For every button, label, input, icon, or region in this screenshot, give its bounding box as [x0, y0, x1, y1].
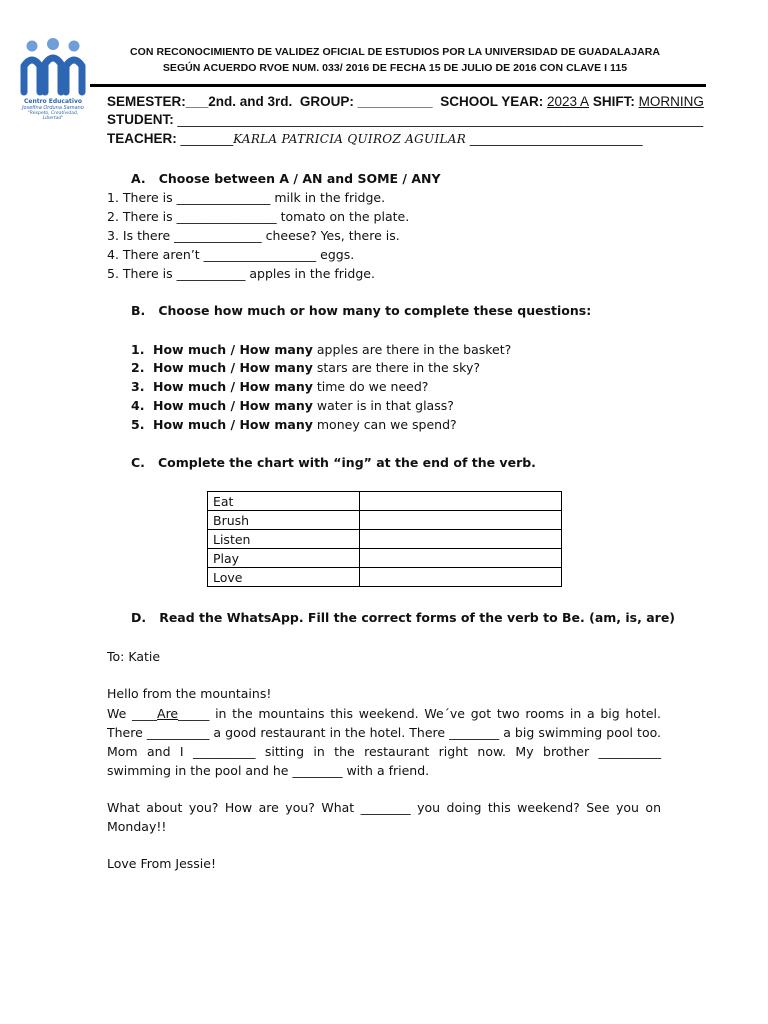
ing-answer-cell[interactable]: [360, 568, 562, 587]
example-answer: Are: [157, 706, 179, 721]
message-paragraph-2[interactable]: What about you? How are you? What ________ you doing this weekend? See you on Monday!!: [107, 800, 661, 834]
ing-answer-cell[interactable]: [360, 549, 562, 568]
table-row: [208, 492, 562, 511]
verb-cell: Love: [208, 568, 360, 587]
section-b-item[interactable]: 2. How much / How many stars are there in the sky?: [131, 360, 481, 375]
section-d-title: Read the WhatsApp. Fill the correct forms of the verb to Be. (am, is, are): [159, 610, 676, 625]
choice-text: How much / How many: [153, 360, 313, 375]
verb-chart: [207, 491, 562, 587]
people-logo-icon: [18, 36, 88, 96]
teacher-label: TEACHER:: [107, 131, 177, 146]
semester-value[interactable]: ___2nd. and 3rd.: [185, 94, 293, 109]
school-year-label: SCHOOL YEAR:: [440, 94, 544, 109]
section-b-heading: [131, 303, 591, 318]
message-greeting: Hello from the mountains!: [107, 686, 272, 701]
section-a-letter: A.: [131, 171, 146, 186]
section-a-title: Choose between A / AN and SOME / ANY: [158, 171, 441, 186]
semester-label: SEMESTER:: [107, 94, 186, 109]
section-b-title: Choose how much or how many to complete these questions:: [158, 303, 592, 318]
table-row: [208, 549, 562, 568]
section-a-item[interactable]: 4. There aren’t __________________ eggs.: [107, 247, 355, 262]
logo-name: Centro Educativo: [23, 98, 82, 105]
header-line-2: SEGÚN ACUERDO RVOE NUM. 033/ 2016 DE FECHA 15 DE JULIO DE 2016 CON CLAVE I 115: [162, 62, 628, 74]
ing-answer-cell[interactable]: [360, 530, 562, 549]
semester-line: [107, 94, 704, 109]
message-paragraph-1[interactable]: We ____Are_____ in the mountains this weekend. We´ve got two rooms in a big hotel. There __________ a good restaurant in the hotel. There ________ a big swimming pool too. Mom and I __________ sitting in the restaurant right now. My brother __________ swimming in the pool and he ________ with a friend.: [107, 706, 661, 778]
choice-text: How much / How many: [153, 379, 313, 394]
message-closing: Love From Jessie!: [107, 856, 216, 871]
section-c-title: Complete the chart with “ing” at the end of the verb.: [158, 455, 536, 470]
section-a-heading: [131, 171, 441, 186]
section-d-letter: D.: [131, 610, 147, 625]
school-year-value[interactable]: 2023 A: [547, 94, 590, 109]
teacher-blank-after: _______________________: [469, 131, 643, 146]
verb-cell: Brush: [208, 511, 360, 530]
verb-cell: Eat: [208, 492, 360, 511]
section-b-item[interactable]: 3. How much / How many time do we need?: [131, 379, 429, 394]
section-a-item[interactable]: 5. There is ___________ apples in the fridge.: [107, 266, 375, 281]
teacher-line: [107, 131, 643, 146]
group-value[interactable]: __________: [357, 94, 433, 109]
teacher-blank-before: _______: [180, 131, 234, 146]
table-row: [208, 530, 562, 549]
blank-post: _____: [178, 706, 210, 721]
section-d-heading: [131, 610, 675, 625]
verb-cell: Play: [208, 549, 360, 568]
section-b-item[interactable]: 1. How much / How many apples are there in the basket?: [131, 342, 512, 357]
table-row: [208, 511, 562, 530]
section-b-item[interactable]: 4. How much / How many water is in that glass?: [131, 398, 454, 413]
logo-subname: Josefina Orduna Samano: [22, 105, 84, 111]
section-c-heading: [131, 455, 536, 470]
section-c-letter: C.: [131, 455, 145, 470]
table-row: [208, 568, 562, 587]
choice-text: How much / How many: [153, 417, 313, 432]
ing-answer-cell[interactable]: [360, 492, 562, 511]
choice-text: How much / How many: [153, 398, 313, 413]
student-label: STUDENT:: [107, 112, 174, 127]
section-a-item[interactable]: 1. There is _______________ milk in the fridge.: [107, 190, 386, 205]
section-a-item[interactable]: 2. There is ________________ tomato on the plate.: [107, 209, 410, 224]
header-divider: [90, 84, 706, 87]
ing-answer-cell[interactable]: [360, 511, 562, 530]
blank-pre: ____: [132, 706, 158, 721]
verb-cell: Listen: [208, 530, 360, 549]
message-recipient: To: Katie: [107, 649, 161, 664]
group-label: GROUP:: [299, 94, 354, 109]
shift-value[interactable]: MORNING: [638, 94, 704, 109]
header-line-1: CON RECONOCIMIENTO DE VALIDEZ OFICIAL DE ESTUDIOS POR LA UNIVERSIDAD DE GUADALAJARA: [130, 46, 660, 58]
teacher-name: KARLA PATRICIA QUIROZ AGUILAR: [233, 132, 467, 146]
shift-label: SHIFT:: [592, 94, 635, 109]
student-field[interactable]: ______________________________________________________________________: [177, 112, 704, 127]
logo-motto: "Respeto, Creatividad, Libertad": [27, 111, 79, 121]
section-b-item[interactable]: 5. How much / How many money can we spend?: [131, 417, 457, 432]
student-line: [107, 112, 703, 127]
choice-text: How much / How many: [153, 342, 313, 357]
section-b-letter: B.: [131, 303, 146, 318]
section-a-item[interactable]: 3. Is there ______________ cheese? Yes, there is.: [107, 228, 400, 243]
school-logo: [18, 36, 88, 120]
